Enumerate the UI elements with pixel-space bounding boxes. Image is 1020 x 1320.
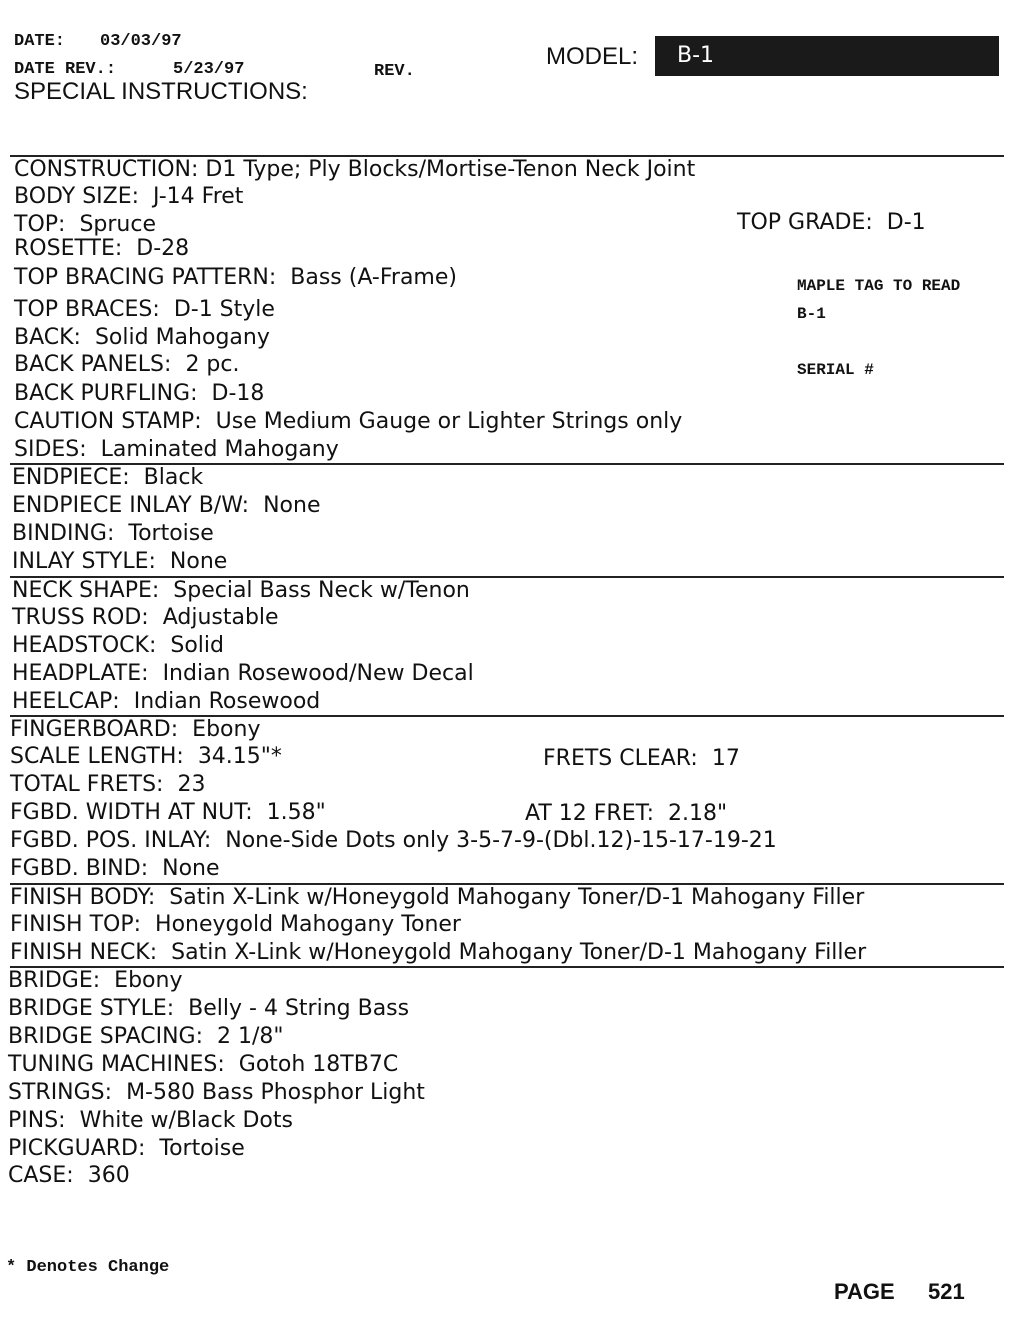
- top-bracing-pattern-row: [14, 265, 457, 290]
- frets-clear-row: [543, 746, 740, 771]
- date-rev-label: DATE REV.:: [14, 60, 117, 79]
- fingerboard-label: FINGERBOARD:: [10, 717, 179, 742]
- bridge-spacing-value: 2 1/8": [217, 1024, 284, 1049]
- heelcap-label: HEELCAP:: [12, 689, 120, 714]
- body-size-label: BODY SIZE:: [14, 184, 140, 209]
- fgbd-bind-row: [10, 856, 220, 881]
- fingerboard-value: Ebony: [192, 717, 261, 742]
- top-bracing-pattern-value: Bass (A-Frame): [290, 265, 457, 290]
- truss-rod-row: [12, 605, 279, 630]
- pins-label: PINS:: [8, 1108, 66, 1133]
- maple-tag-label: MAPLE TAG TO READ: [797, 277, 961, 295]
- special-instructions-label: SPECIAL INSTRUCTIONS:: [14, 78, 308, 105]
- case-value: 360: [87, 1163, 130, 1188]
- inlay-style-value: None: [169, 549, 228, 574]
- top-value: Spruce: [79, 212, 156, 237]
- finish-neck-row: [10, 940, 866, 965]
- date-label: DATE:: [14, 32, 66, 51]
- tuning-machines-row: [8, 1052, 398, 1077]
- body-size-value: J-14 Fret: [153, 184, 244, 209]
- bridge-value: Ebony: [114, 968, 183, 993]
- construction-value: D1 Type; Ply Blocks/Mortise-Tenon Neck Joint: [205, 157, 696, 182]
- fgbd-pos-inlay-row: [10, 828, 777, 853]
- back-panels-label: BACK PANELS:: [14, 352, 172, 377]
- caution-stamp-row: [14, 409, 682, 434]
- inlay-style-row: [12, 549, 227, 574]
- fingerboard-row: [10, 717, 260, 742]
- back-purfling-value: D-18: [211, 381, 265, 406]
- strings-value: M-580 Bass Phosphor Light: [126, 1080, 425, 1105]
- scale-length-value: 34.15"*: [197, 744, 282, 769]
- page-number: 521: [928, 1279, 965, 1304]
- scale-length-row: [10, 744, 282, 769]
- case-row: [8, 1163, 130, 1188]
- sides-row: [14, 437, 339, 462]
- back-row: [14, 325, 270, 350]
- pickguard-row: [8, 1136, 245, 1161]
- back-purfling-row: [14, 381, 264, 406]
- headplate-value: Indian Rosewood/New Decal: [162, 661, 474, 686]
- binding-label: BINDING:: [12, 521, 115, 546]
- back-panels-value: 2 pc.: [185, 352, 240, 377]
- tuning-machines-label: TUNING MACHINES:: [8, 1052, 225, 1077]
- truss-rod-value: Adjustable: [162, 605, 279, 630]
- finish-body-row: [10, 885, 864, 910]
- binding-value: Tortoise: [128, 521, 214, 546]
- maple-tag-value: B-1: [797, 305, 826, 323]
- denotes-change-note: * Denotes Change: [6, 1258, 170, 1277]
- model-value: B-1: [677, 43, 715, 68]
- top-grade-label: TOP GRADE:: [737, 210, 873, 235]
- heelcap-value: Indian Rosewood: [133, 689, 321, 714]
- strings-row: [8, 1080, 425, 1105]
- top-braces-label: TOP BRACES:: [14, 297, 160, 322]
- page-label: PAGE: [834, 1279, 895, 1304]
- model-value-box: [655, 36, 999, 76]
- total-frets-label: TOTAL FRETS:: [10, 772, 164, 797]
- case-label: CASE:: [8, 1163, 74, 1188]
- inlay-style-label: INLAY STYLE:: [12, 549, 156, 574]
- finish-top-label: FINISH TOP:: [10, 912, 142, 937]
- caution-stamp-value: Use Medium Gauge or Lighter Strings only: [215, 409, 683, 434]
- scale-length-label: SCALE LENGTH:: [10, 744, 184, 769]
- bridge-style-value: Belly - 4 String Bass: [188, 996, 410, 1021]
- strings-label: STRINGS:: [8, 1080, 113, 1105]
- top-row: [14, 212, 156, 237]
- top-braces-value: D-1 Style: [173, 297, 275, 322]
- heelcap-row: [12, 689, 320, 714]
- headstock-value: Solid: [170, 633, 224, 658]
- finish-top-row: [10, 912, 461, 937]
- caution-stamp-label: CAUTION STAMP:: [14, 409, 202, 434]
- construction-row: [14, 157, 695, 182]
- pickguard-label: PICKGUARD:: [8, 1136, 146, 1161]
- headstock-row: [12, 633, 224, 658]
- frets-clear-label: FRETS CLEAR:: [543, 746, 698, 771]
- fgbd-width-nut-value: 1.58": [266, 800, 326, 825]
- top-label: TOP:: [14, 212, 66, 237]
- endpiece-label: ENDPIECE:: [12, 465, 130, 490]
- neck-shape-value: Special Bass Neck w/Tenon: [173, 578, 470, 603]
- finish-neck-label: FINISH NECK:: [10, 940, 158, 965]
- bridge-style-label: BRIDGE STYLE:: [8, 996, 175, 1021]
- bridge-spacing-label: BRIDGE SPACING:: [8, 1024, 204, 1049]
- headplate-row: [12, 661, 474, 686]
- construction-label: CONSTRUCTION:: [14, 157, 199, 182]
- pins-value: White w/Black Dots: [79, 1108, 293, 1133]
- back-panels-row: [14, 352, 239, 377]
- at-12-fret-row: [525, 801, 727, 826]
- at-12-fret-label: AT 12 FRET:: [525, 801, 655, 826]
- top-grade-row: [737, 210, 926, 235]
- rev-label: REV.: [374, 62, 415, 81]
- top-grade-value: D-1: [886, 210, 926, 235]
- headstock-label: HEADSTOCK:: [12, 633, 157, 658]
- fgbd-width-nut-row: [10, 800, 326, 825]
- total-frets-row: [10, 772, 205, 797]
- tuning-machines-value: Gotoh 18TB7C: [238, 1052, 399, 1077]
- binding-row: [12, 521, 214, 546]
- date-rev-value: 5/23/97: [173, 60, 245, 79]
- top-braces-row: [14, 297, 275, 322]
- at-12-fret-value: 2.18": [668, 801, 728, 826]
- top-bracing-pattern-label: TOP BRACING PATTERN:: [14, 265, 277, 290]
- fgbd-bind-value: None: [162, 856, 220, 881]
- rosette-value: D-28: [136, 236, 190, 261]
- bridge-spacing-row: [8, 1024, 284, 1049]
- body-size-row: [14, 184, 243, 209]
- endpiece-inlay-label: ENDPIECE INLAY B/W:: [12, 493, 250, 518]
- neck-shape-label: NECK SHAPE:: [12, 578, 160, 603]
- serial-label: SERIAL #: [797, 361, 874, 379]
- sides-value: Laminated Mahogany: [100, 437, 339, 462]
- truss-rod-label: TRUSS ROD:: [12, 605, 149, 630]
- pins-row: [8, 1108, 293, 1133]
- back-value: Solid Mahogany: [94, 325, 270, 350]
- endpiece-row: [12, 465, 203, 490]
- rosette-label: ROSETTE:: [14, 236, 123, 261]
- pickguard-value: Tortoise: [159, 1136, 245, 1161]
- sides-label: SIDES:: [14, 437, 87, 462]
- finish-top-value: Honeygold Mahogany Toner: [155, 912, 461, 937]
- back-purfling-label: BACK PURFLING:: [14, 381, 198, 406]
- bridge-label: BRIDGE:: [8, 968, 101, 993]
- model-label: MODEL:: [546, 43, 639, 70]
- frets-clear-value: 17: [711, 746, 740, 771]
- bridge-style-row: [8, 996, 409, 1021]
- fgbd-pos-inlay-value: None-Side Dots only 3-5-7-9-(Dbl.12)-15-17-19-21: [225, 828, 777, 853]
- rosette-row: [14, 236, 189, 261]
- finish-neck-value: Satin X-Link w/Honeygold Mahogany Toner/D-1 Mahogany Filler: [171, 940, 867, 965]
- fgbd-bind-label: FGBD. BIND:: [10, 856, 149, 881]
- date-value: 03/03/97: [100, 32, 182, 51]
- back-label: BACK:: [14, 325, 81, 350]
- bridge-row: [8, 968, 182, 993]
- fgbd-pos-inlay-label: FGBD. POS. INLAY:: [10, 828, 212, 853]
- endpiece-inlay-row: [12, 493, 320, 518]
- fgbd-width-nut-label: FGBD. WIDTH AT NUT:: [10, 800, 253, 825]
- neck-shape-row: [12, 578, 470, 603]
- endpiece-inlay-value: None: [263, 493, 321, 518]
- total-frets-value: 23: [177, 772, 206, 797]
- finish-body-value: Satin X-Link w/Honeygold Mahogany Toner/D-1 Mahogany Filler: [169, 885, 865, 910]
- finish-body-label: FINISH BODY:: [10, 885, 156, 910]
- headplate-label: HEADPLATE:: [12, 661, 149, 686]
- endpiece-value: Black: [143, 465, 204, 490]
